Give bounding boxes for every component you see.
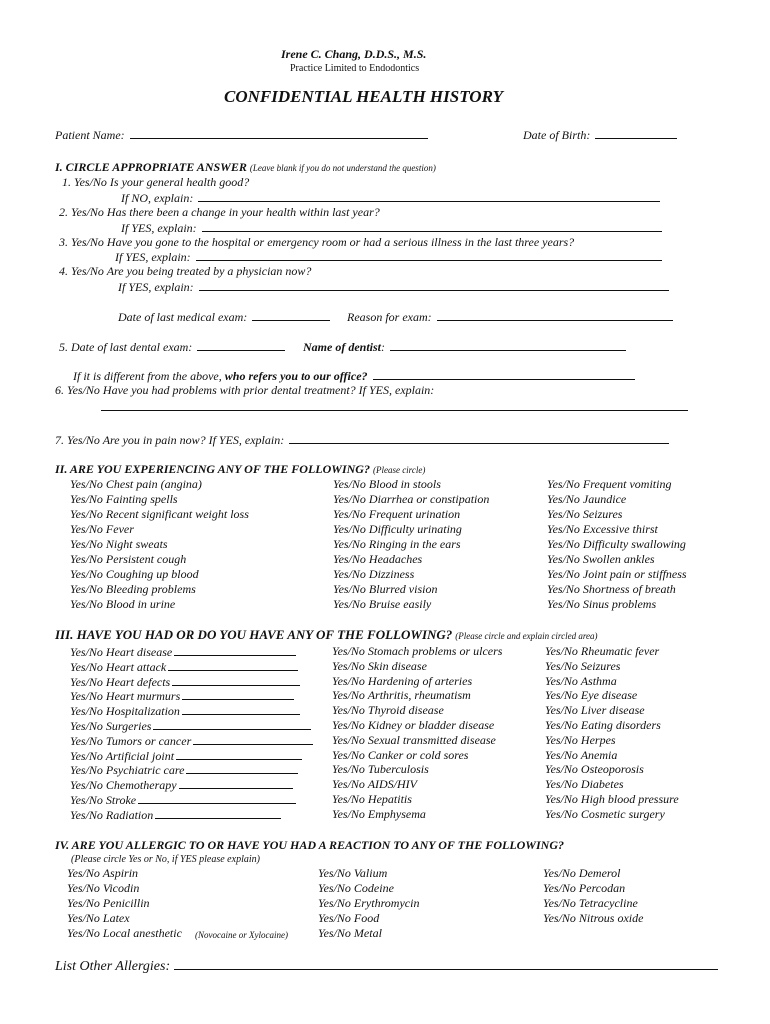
checklist-item-label: Yes/No Percodan	[543, 881, 626, 895]
explain-field[interactable]	[153, 718, 311, 730]
checklist-item[interactable]	[67, 881, 139, 895]
section3-note: (Please circle and explain circled area)	[455, 631, 598, 641]
q2-explain-row	[121, 220, 662, 235]
section2-heading-row	[55, 462, 425, 477]
checklist-item[interactable]	[318, 881, 394, 895]
checklist-item[interactable]	[70, 674, 300, 689]
checklist-item-label: Yes/No Difficulty swallowing	[547, 537, 686, 551]
checklist-item[interactable]	[332, 659, 427, 673]
last-exam-label: Date of last medical exam:	[118, 310, 248, 324]
checklist-item-label: Yes/No Stroke	[70, 793, 137, 807]
explain-field[interactable]	[182, 703, 300, 715]
checklist-item[interactable]	[333, 492, 489, 506]
checklist-item-label: Yes/No Fever	[70, 522, 134, 536]
checklist-item-label: Yes/No Latex	[67, 911, 130, 925]
reason-label: Reason for exam:	[347, 310, 432, 324]
q2-explain-field[interactable]	[202, 220, 662, 232]
checklist-item-label: Yes/No Heart disease	[70, 645, 173, 659]
checklist-item[interactable]	[332, 792, 412, 806]
checklist-item-label: Yes/No Heart attack	[70, 659, 167, 674]
checklist-item[interactable]	[70, 567, 199, 581]
dentist-label: Name of dentist	[303, 340, 381, 354]
checklist-item-label: Yes/No Anemia	[545, 747, 618, 762]
checklist-item[interactable]	[547, 597, 656, 611]
checklist-item[interactable]	[545, 777, 624, 791]
checklist-item[interactable]	[332, 718, 494, 732]
section2-note: (Please circle)	[372, 465, 426, 475]
q1-explain-field[interactable]	[198, 190, 660, 202]
other-allergies-label: List Other Allergies:	[55, 959, 171, 974]
checklist-item-label: Yes/No Thyroid disease	[332, 703, 444, 718]
section1-note: (Leave blank if you do not understand the question)	[249, 163, 436, 173]
checklist-item[interactable]	[332, 674, 472, 688]
checklist-item-label: Yes/No Nitrous oxide	[543, 911, 644, 925]
checklist-item-label: Yes/No High blood pressure	[545, 792, 679, 806]
explain-field[interactable]	[193, 733, 313, 745]
checklist-item-label: Yes/No Surgeries	[70, 719, 152, 733]
dentist-field[interactable]	[390, 339, 626, 351]
checklist-item-label: Yes/No Seizures	[547, 507, 623, 521]
checklist-item[interactable]	[70, 659, 298, 674]
checklist-item-label: Yes/No Erythromycin	[318, 896, 420, 910]
checklist-item[interactable]	[70, 733, 313, 748]
q1: 1. Yes/No Is your general health good?	[62, 175, 250, 189]
checklist-item[interactable]	[333, 537, 461, 551]
q1-explain-row	[121, 190, 660, 205]
checklist-item-label: Yes/No Local anesthetic	[67, 926, 182, 940]
checklist-item-label: Yes/No Seizures	[545, 658, 621, 673]
checklist-item[interactable]	[70, 537, 168, 551]
checklist-item-label: Yes/No Eating disorders	[545, 718, 661, 732]
checklist-item[interactable]	[333, 522, 462, 536]
explain-field[interactable]	[179, 777, 293, 789]
checklist-item[interactable]	[70, 762, 298, 777]
checklist-item[interactable]	[318, 926, 382, 940]
q2-explain-label: If YES, explain:	[121, 221, 197, 235]
checklist-item-label: Yes/No Penicillin	[67, 896, 150, 910]
checklist-item[interactable]	[545, 688, 637, 702]
checklist-item[interactable]	[70, 582, 196, 596]
checklist-item[interactable]	[332, 733, 496, 747]
checklist-item[interactable]	[545, 792, 679, 806]
other-allergies-row	[55, 956, 718, 975]
refer-field[interactable]	[373, 368, 635, 380]
q7-row	[55, 432, 669, 447]
checklist-item-label: Yes/No Chemotherapy	[70, 778, 177, 793]
checklist-item-label: Yes/No Blurred vision	[333, 582, 438, 596]
q4: 4. Yes/No Are you being treated by a physician now?	[59, 264, 312, 278]
checklist-item[interactable]	[332, 762, 429, 776]
q1-explain-label: If NO, explain:	[121, 191, 194, 205]
checklist-item-label: Yes/No Kidney or bladder disease	[332, 718, 495, 732]
checklist-item[interactable]	[70, 597, 175, 611]
checklist-item[interactable]	[70, 644, 296, 659]
checklist-item-label: Yes/No Blood in stools	[333, 477, 441, 491]
checklist-item-label: Yes/No Swollen ankles	[547, 552, 655, 566]
checklist-item-label: Yes/No Skin disease	[332, 658, 427, 673]
checklist-item[interactable]	[318, 896, 419, 910]
q5-label: 5. Date of last dental exam:	[59, 340, 193, 354]
checklist-item[interactable]	[547, 567, 687, 581]
checklist-item[interactable]	[545, 807, 665, 821]
checklist-item[interactable]	[547, 507, 622, 521]
section4-note: (Please circle Yes or No, if YES please explain)	[71, 854, 260, 865]
checklist-item-label: Yes/No Codeine	[318, 881, 394, 895]
checklist-item-label: Yes/No Rheumatic fever	[545, 644, 660, 658]
checklist-item[interactable]	[332, 777, 417, 791]
checklist-item[interactable]	[545, 644, 659, 658]
checklist-item[interactable]	[545, 703, 645, 717]
checklist-item[interactable]	[70, 703, 300, 718]
checklist-item-label: Yes/No Excessive thirst	[547, 522, 658, 536]
checklist-item-label: Yes/No Coughing up blood	[70, 567, 199, 581]
q7-explain-field[interactable]	[289, 432, 669, 444]
checklist-item-label: Yes/No Valium	[318, 866, 388, 880]
checklist-item-label: Yes/No Headaches	[333, 552, 423, 566]
checklist-item[interactable]	[332, 748, 468, 762]
checklist-item-label: Yes/No Aspirin	[67, 866, 139, 880]
checklist-item-label: Yes/No Shortness of breath	[547, 582, 676, 596]
checklist-item[interactable]	[70, 492, 178, 506]
checklist-item-label: Yes/No Blood in urine	[70, 597, 176, 611]
checklist-item[interactable]	[70, 748, 302, 763]
checklist-item[interactable]	[70, 552, 186, 566]
checklist-item[interactable]	[67, 926, 182, 940]
checklist-item-label: Yes/No Osteoporosis	[545, 762, 644, 777]
section2-heading: II. ARE YOU EXPERIENCING ANY OF THE FOLLOWING?	[55, 462, 370, 476]
explain-field[interactable]	[138, 792, 296, 804]
checklist-item-label: Yes/No Canker or cold sores	[332, 747, 469, 762]
checklist-item-label: Yes/No Hepatitis	[332, 792, 412, 806]
checklist-item[interactable]	[545, 762, 644, 776]
checklist-item[interactable]	[70, 688, 294, 703]
section1-heading: I. CIRCLE APPROPRIATE ANSWER	[55, 160, 247, 174]
dob-row	[523, 127, 677, 142]
checklist-item-label: Yes/No Sinus problems	[547, 597, 657, 611]
explain-field[interactable]	[174, 644, 296, 656]
checklist-item[interactable]	[333, 597, 431, 611]
dob-field[interactable]	[595, 127, 677, 139]
checklist-item[interactable]	[70, 777, 293, 792]
checklist-item-label: Yes/No Dizziness	[333, 567, 415, 581]
patient-name-field[interactable]	[130, 127, 428, 139]
checklist-item-label: Yes/No AIDS/HIV	[332, 777, 418, 792]
checklist-item[interactable]	[70, 718, 311, 733]
checklist-item[interactable]	[543, 881, 625, 895]
checklist-item-label: Yes/No Sexual transmitted disease	[332, 732, 496, 747]
checklist-item-label: Yes/No Tumors or cancer	[70, 733, 192, 748]
checklist-item[interactable]	[333, 552, 422, 566]
checklist-item-label: Yes/No Cosmetic surgery	[545, 806, 665, 821]
checklist-item-label: Yes/No Radiation	[70, 807, 154, 822]
checklist-item-label: Yes/No Food	[318, 911, 380, 925]
checklist-item[interactable]	[545, 674, 617, 688]
checklist-item-label: Yes/No Difficulty urinating	[333, 522, 462, 536]
checklist-item[interactable]	[547, 492, 626, 506]
checklist-item-label: Yes/No Heart defects	[70, 674, 171, 689]
dental-exam-field[interactable]	[197, 339, 285, 351]
checklist-item[interactable]	[67, 866, 138, 880]
checklist-item-label: Yes/No Tuberculosis	[332, 762, 429, 777]
section3-heading-row	[55, 628, 597, 643]
checklist-item-label: Yes/No Joint pain or stiffness	[547, 567, 687, 581]
explain-field[interactable]	[176, 748, 302, 760]
checklist-item-label: Yes/No Diarrhea or constipation	[333, 492, 490, 506]
dob-label: Date of Birth:	[523, 128, 591, 142]
checklist-item[interactable]	[332, 703, 444, 717]
reason-row	[347, 309, 673, 324]
checklist-item-label: Yes/No Tetracycline	[543, 896, 638, 910]
other-allergies-field[interactable]	[174, 956, 718, 970]
checklist-item[interactable]	[543, 866, 620, 880]
q4-explain-row	[118, 279, 669, 294]
q4-explain-label: If YES, explain:	[118, 280, 194, 294]
q6-explain-field[interactable]	[101, 399, 688, 411]
checklist-item[interactable]	[333, 507, 460, 521]
checklist-item-label: Yes/No Frequent vomiting	[547, 477, 672, 491]
checklist-item-label: Yes/No Demerol	[543, 866, 621, 880]
checklist-item-label: Yes/No Metal	[318, 926, 382, 940]
patient-name-label: Patient Name:	[55, 128, 125, 142]
checklist-item[interactable]	[545, 718, 661, 732]
checklist-item-label: Yes/No Bleeding problems	[70, 582, 196, 596]
refer-question: who refers you to our office?	[224, 369, 368, 383]
checklist-item[interactable]	[70, 507, 249, 521]
checklist-item-label: Yes/No Hospitalization	[70, 704, 180, 719]
practice-line: Practice Limited to Endodontics	[290, 63, 420, 74]
checklist-item-label: Yes/No Night sweats	[70, 537, 168, 551]
checklist-item-label: Yes/No Emphysema	[332, 806, 426, 821]
checklist-item-label: Yes/No Herpes	[545, 732, 616, 747]
checklist-item-label: Yes/No Psychiatric care	[70, 763, 185, 778]
checklist-item-label: Yes/No Frequent urination	[333, 507, 461, 521]
q4-explain-field[interactable]	[199, 279, 669, 291]
checklist-item[interactable]	[318, 866, 387, 880]
patient-name-row	[55, 127, 428, 142]
checklist-item[interactable]	[545, 733, 616, 747]
dentist-row: Name of dentist:	[303, 339, 626, 354]
last-exam-row	[118, 309, 330, 324]
checklist-item-label: Yes/No Artificial joint	[70, 748, 175, 763]
explain-field[interactable]	[168, 659, 298, 671]
checklist-item[interactable]	[318, 911, 379, 925]
checklist-item-label: Yes/No Eye disease	[545, 688, 638, 703]
checklist-item[interactable]	[333, 567, 414, 581]
q2: 2. Yes/No Has there been a change in your health within last year?	[59, 205, 380, 219]
checklist-item-label: Yes/No Asthma	[545, 673, 617, 688]
checklist-item-label: Yes/No Ringing in the ears	[333, 537, 461, 551]
section1-heading-row	[55, 160, 436, 175]
checklist-item[interactable]	[70, 807, 281, 822]
checklist-item-label: Yes/No Liver disease	[545, 703, 645, 718]
checklist-item-label: Yes/No Recent significant weight loss	[70, 507, 249, 521]
checklist-item-label: Yes/No Hardening of arteries	[332, 673, 473, 688]
checklist-item[interactable]	[332, 688, 471, 702]
checklist-item-label: Yes/No Stomach problems or ulcers	[332, 644, 503, 658]
checklist-item-label: Yes/No Fainting spells	[70, 492, 178, 506]
checklist-item[interactable]	[70, 477, 202, 491]
anesthetic-note: (Novocaine or Xylocaine)	[195, 930, 288, 940]
section3-heading: III. HAVE YOU HAD OR DO YOU HAVE ANY OF THE FOLLOWING?	[55, 627, 453, 642]
checklist-item[interactable]	[543, 911, 643, 925]
last-exam-field[interactable]	[252, 309, 330, 321]
q3: 3. Yes/No Have you gone to the hospital or emergency room or had a serious illness in the last three years?	[59, 235, 575, 249]
q3-explain-label: If YES, explain:	[115, 250, 191, 264]
refer-row	[73, 368, 635, 383]
explain-field[interactable]	[182, 688, 294, 700]
explain-field[interactable]	[172, 674, 300, 686]
checklist-item[interactable]	[547, 582, 676, 596]
checklist-item[interactable]	[332, 644, 502, 658]
checklist-item-label: Yes/No Bruise easily	[333, 597, 432, 611]
checklist-item-label: Yes/No Jaundice	[547, 492, 627, 506]
q7-label: 7. Yes/No Are you in pain now? If YES, explain:	[55, 433, 285, 447]
checklist-item[interactable]	[545, 748, 617, 762]
checklist-item-label: Yes/No Persistent cough	[70, 552, 187, 566]
checklist-item[interactable]	[333, 582, 437, 596]
checklist-item[interactable]	[545, 659, 620, 673]
reason-field[interactable]	[437, 309, 673, 321]
section4-heading: IV. ARE YOU ALLERGIC TO OR HAVE YOU HAD A REACTION TO ANY OF THE FOLLOWING?	[55, 838, 564, 852]
checklist-item[interactable]	[547, 522, 658, 536]
q3-explain-row	[115, 249, 662, 264]
page-title: CONFIDENTIAL HEALTH HISTORY	[224, 87, 503, 106]
checklist-item[interactable]	[547, 537, 686, 551]
checklist-item-label: Yes/No Diabetes	[545, 777, 624, 792]
checklist-item-label: Yes/No Arthritis, rheumatism	[332, 688, 471, 703]
doctor-name: Irene C. Chang, D.D.S., M.S.	[281, 47, 427, 61]
checklist-item[interactable]	[332, 807, 426, 821]
q5-row	[59, 339, 285, 354]
explain-field[interactable]	[155, 807, 281, 819]
checklist-item[interactable]	[67, 896, 150, 910]
q3-explain-field[interactable]	[196, 249, 662, 261]
checklist-item-label: Yes/No Vicodin	[67, 881, 140, 895]
refer-pre: If it is different from the above,	[73, 369, 222, 383]
q6: 6. Yes/No Have you had problems with prior dental treatment? If YES, explain:	[55, 383, 435, 397]
checklist-item[interactable]	[70, 792, 296, 807]
checklist-item[interactable]	[547, 477, 671, 491]
checklist-item-label: Yes/No Heart murmurs	[70, 689, 181, 704]
checklist-item[interactable]	[547, 552, 655, 566]
explain-field[interactable]	[186, 762, 298, 774]
checklist-item[interactable]	[70, 522, 134, 536]
checklist-item-label: Yes/No Chest pain (angina)	[70, 477, 202, 491]
checklist-item[interactable]	[543, 896, 638, 910]
checklist-item[interactable]	[333, 477, 441, 491]
checklist-item[interactable]	[67, 911, 130, 925]
